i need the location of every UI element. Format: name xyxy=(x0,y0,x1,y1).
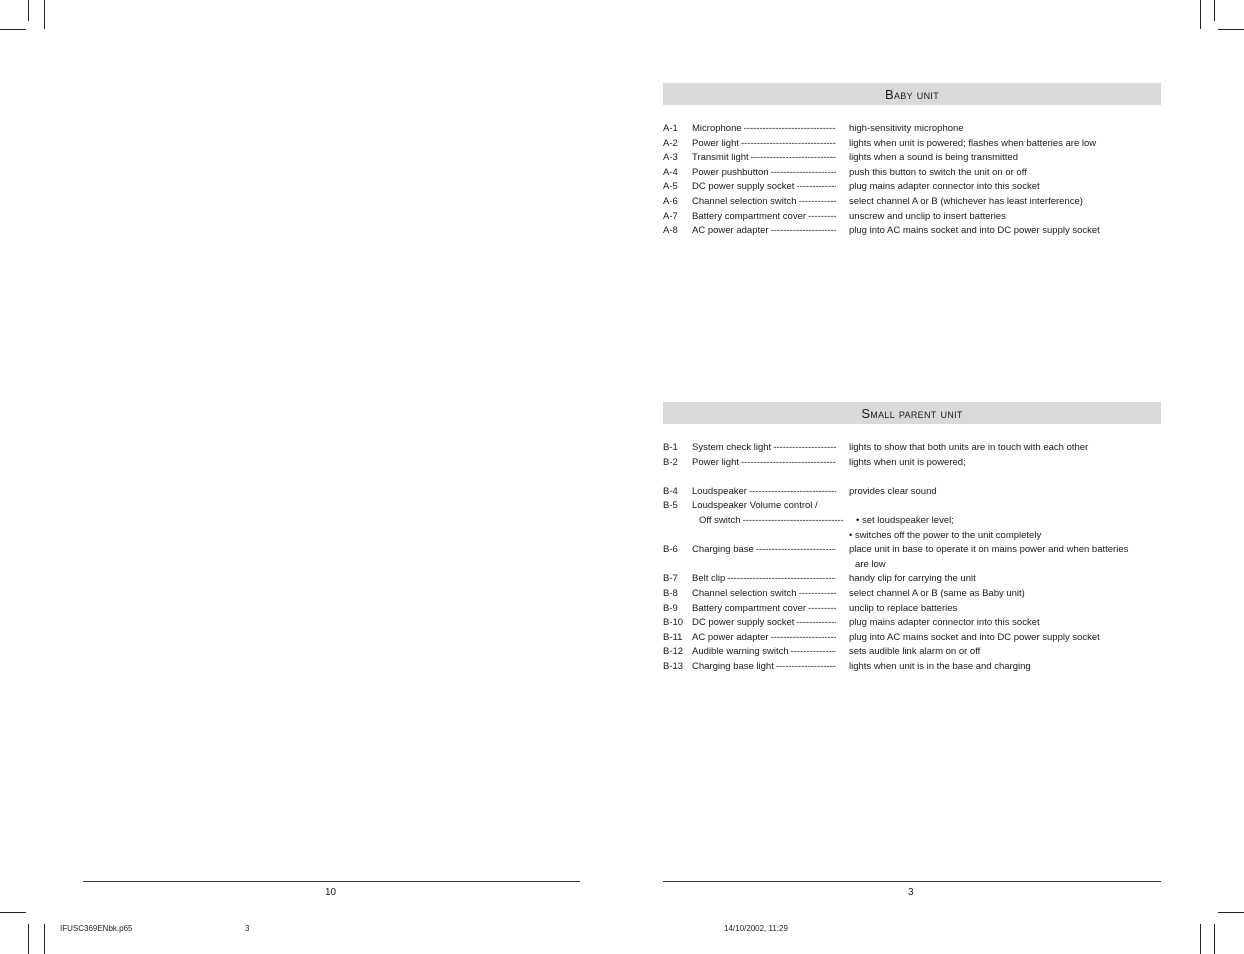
left-page-rule xyxy=(83,881,580,882)
list-item: A-5 DC power supply socket ----- plug mains adapter connector into this socket xyxy=(663,180,1161,195)
footer-page: 3 xyxy=(245,924,250,933)
parent-unit-header xyxy=(663,402,1161,424)
crop-mark xyxy=(1218,912,1244,913)
list-item: A-8 AC power adapter ----- plug into AC mains socket and into DC power supply socket xyxy=(663,224,1161,239)
list-item: B-7 Belt clip ----- handy clip for carrying the unit xyxy=(663,572,1161,587)
list-item: A-1 Microphone ----- high-sensitivity microphone xyxy=(663,122,1161,137)
list-item: are low xyxy=(855,558,886,570)
list-item: B-10 DC power supply socket ----- plug mains adapter connector into this socket xyxy=(663,616,1161,631)
right-page-rule xyxy=(663,881,1161,882)
list-item: • switches off the power to the unit completely xyxy=(849,529,1042,541)
footer-filename: IFUSC369ENbk.p65 xyxy=(60,924,133,933)
list-item: B-6 Charging base ----- place unit in base to operate it on mains power and when batteries xyxy=(663,543,1161,558)
crop-mark xyxy=(28,0,29,21)
crop-mark xyxy=(1200,924,1201,954)
left-page-number: 10 xyxy=(325,887,337,898)
list-item: B-2 Power light ----- lights when unit is powered; xyxy=(663,456,1161,471)
crop-mark xyxy=(28,924,29,954)
list-item: B-5 Loudspeaker Volume control / xyxy=(663,500,818,512)
right-page-number: 3 xyxy=(908,887,914,898)
crop-mark xyxy=(1200,0,1201,29)
crop-mark xyxy=(0,29,26,30)
list-item: A-3 Transmit light ----- lights when a sound is being transmitted xyxy=(663,151,1161,166)
list-item: A-2 Power light ----- lights when unit is powered; flashes when batteries are low xyxy=(663,137,1161,152)
crop-mark xyxy=(1214,924,1215,954)
list-item: B-4 Loudspeaker ----- provides clear sound xyxy=(663,485,1161,500)
baby-unit-title: Baby unit xyxy=(885,86,939,102)
baby-unit-parts-list xyxy=(663,122,1161,239)
list-item: B-1 System check light ----- lights to show that both units are in touch with each other xyxy=(663,441,1161,456)
crop-mark xyxy=(0,912,26,913)
crop-mark xyxy=(1214,0,1215,21)
list-item: B-8 Channel selection switch ----- select channel A or B (same as Baby unit) xyxy=(663,587,1161,602)
list-item: B-12 Audible warning switch ----- sets audible link alarm on or off xyxy=(663,645,1161,660)
list-item: Off switch ----- • set loudspeaker level; xyxy=(663,514,1161,529)
crop-mark xyxy=(44,0,45,29)
parent-unit-parts-list xyxy=(663,441,1161,675)
list-item: A-4 Power pushbutton ----- push this button to switch the unit on or off xyxy=(663,166,1161,181)
list-item: B-11 AC power adapter ----- plug into AC mains socket and into DC power supply socket xyxy=(663,631,1161,646)
list-item: B-9 Battery compartment cover ----- unclip to replace batteries xyxy=(663,602,1161,617)
crop-mark xyxy=(1218,29,1244,30)
footer-date: 14/10/2002, 11:29 xyxy=(724,924,788,933)
baby-unit-header xyxy=(663,83,1161,105)
crop-mark xyxy=(44,924,45,954)
list-item: A-7 Battery compartment cover ----- unscrew and unclip to insert batteries xyxy=(663,210,1161,225)
list-item: A-6 Channel selection switch ----- select channel A or B (whichever has least interference) xyxy=(663,195,1161,210)
parent-unit-title: Small parent unit xyxy=(861,405,963,421)
list-item: B-13 Charging base light ----- lights when unit is in the base and charging xyxy=(663,660,1161,675)
